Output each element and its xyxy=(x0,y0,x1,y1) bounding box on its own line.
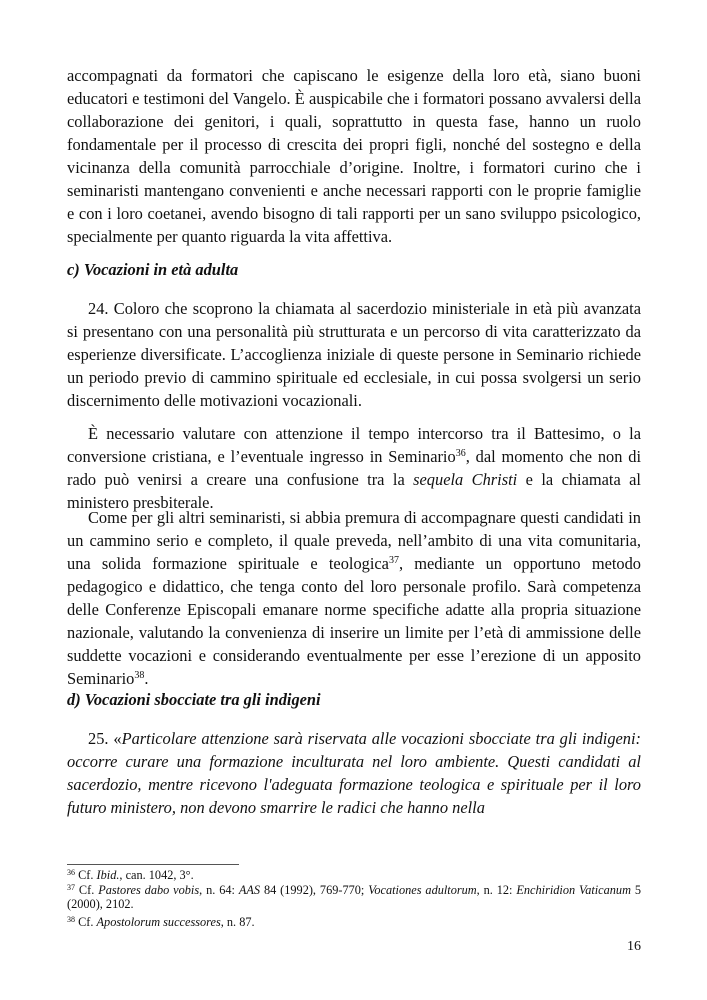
text: 5 (2000), 2102. xyxy=(67,883,642,911)
text: Cf. xyxy=(75,915,97,929)
citation: AAS xyxy=(238,883,261,897)
text: , n. 87. xyxy=(220,915,255,929)
citation: Ibid. xyxy=(96,868,120,882)
paragraph-25 xyxy=(67,727,641,819)
text: . xyxy=(144,669,149,688)
paragraph-24: 24. Coloro che scoprono la chiamata al sacerdozio ministeriale in età più avanzata si presentano con una personalità più strutturata e un percorso di vita caratterizzato da esperienze diversificate. L’accoglienza iniziale di queste persone in Seminario richiede un periodo previo di cammino spirituale ed ecclesiale, in cui possa svolgersi un serio discernimento delle motivazioni vocazionali. xyxy=(67,299,641,410)
footnote-38 xyxy=(67,915,641,929)
footnote-36 xyxy=(67,868,641,882)
text: , can. 1042, 3°. xyxy=(119,868,194,882)
footnote-ref-37[interactable]: 37 xyxy=(388,555,399,566)
citation: Enchiridion Vaticanum xyxy=(516,883,631,897)
text: Cf. xyxy=(75,883,99,897)
section-heading-c: c) Vocazioni in età adulta xyxy=(67,260,239,279)
footnote-ref-38[interactable]: 38 xyxy=(134,670,145,681)
page-number: 16 xyxy=(627,939,641,954)
text: e la chiamata al ministero presbiterale. xyxy=(67,470,641,512)
footnote-ref-36[interactable]: 36 xyxy=(455,448,466,459)
italic-term: sequela Christi xyxy=(413,470,518,489)
text: , n. 64: xyxy=(199,883,239,897)
text: , mediante un opportuno metodo pedagogico e didattico, che tenga conto del loro personale profilo. Sarà competenza delle Conferenze Episcopali emanare norme specifiche adatte alla propria situazione nazionale, valutando la convenienza di inserire un limite per l’età di ammissione delle suddette vocazioni e considerando eventualmente per esse l’erezione di un apposito Seminario xyxy=(67,554,641,688)
text: , n. 12: xyxy=(476,883,517,897)
text: , dal momento che non di rado può venirsi a creare una confusione tra la xyxy=(67,447,641,489)
footnote-number: 37 xyxy=(67,883,75,892)
text: Come per gli altri seminaristi, si abbia premura di accompagnare questi candidati in un cammino serio e completo, il quale preveda, nell’ambito di una vita comunitaria, una solida formazione spirituale e teologica xyxy=(67,508,641,573)
text: Cf. xyxy=(75,868,97,882)
citation: Vocationes adultorum xyxy=(368,883,477,897)
section-heading-d: d) Vocazioni sbocciate tra gli indigeni xyxy=(67,690,321,709)
footnote-divider xyxy=(67,864,239,865)
citation: Pastores dabo vobis xyxy=(98,883,200,897)
footnote-number: 36 xyxy=(67,868,75,877)
quotation: Particolare attenzione sarà riservata alle vocazioni sbocciate tra gli indigeni: occorre curare una formazione inculturata nel loro ambiente. Questi candidati al sacerdozio, mentre ricevono l'adeguata formazione teologica e spirituale per il loro futuro ministero, non devono smarrire le radici che hanno nella xyxy=(67,729,641,817)
paragraph-seminarians xyxy=(67,506,641,690)
footnote-37 xyxy=(67,883,641,911)
text: È necessario valutare con attenzione il tempo intercorso tra il Battesimo, o la conversione cristiana, e l’eventuale ingresso in Seminario xyxy=(67,424,641,466)
citation: Apostolorum successores xyxy=(96,915,221,929)
paragraph-number: 25. « xyxy=(88,729,122,748)
text: 84 (1992), 769-770; xyxy=(260,883,369,897)
paragraph-baptism xyxy=(67,422,641,514)
continuation-paragraph: accompagnati da formatori che capiscano le esigenze della loro età, siano buoni educatori e testimoni del Vangelo. È auspicabile che i formatori possano avvalersi della collaborazione dei genitori, i quali, soprattutto in questa fase, hanno un ruolo fondamentale per il processo di crescita dei propri figli, nonché del sostegno e della vicinanza della comunità parrocchiale d’origine. Inoltre, i formatori curino che i seminaristi mantengano convenienti e anche necessari rapporti con le proprie famiglie e con i loro coetanei, avendo bisogno di tali rapporti per un sano sviluppo psicologico, specialmente per quanto riguarda la vita affettiva. xyxy=(67,66,641,246)
footnote-number: 38 xyxy=(67,915,75,924)
